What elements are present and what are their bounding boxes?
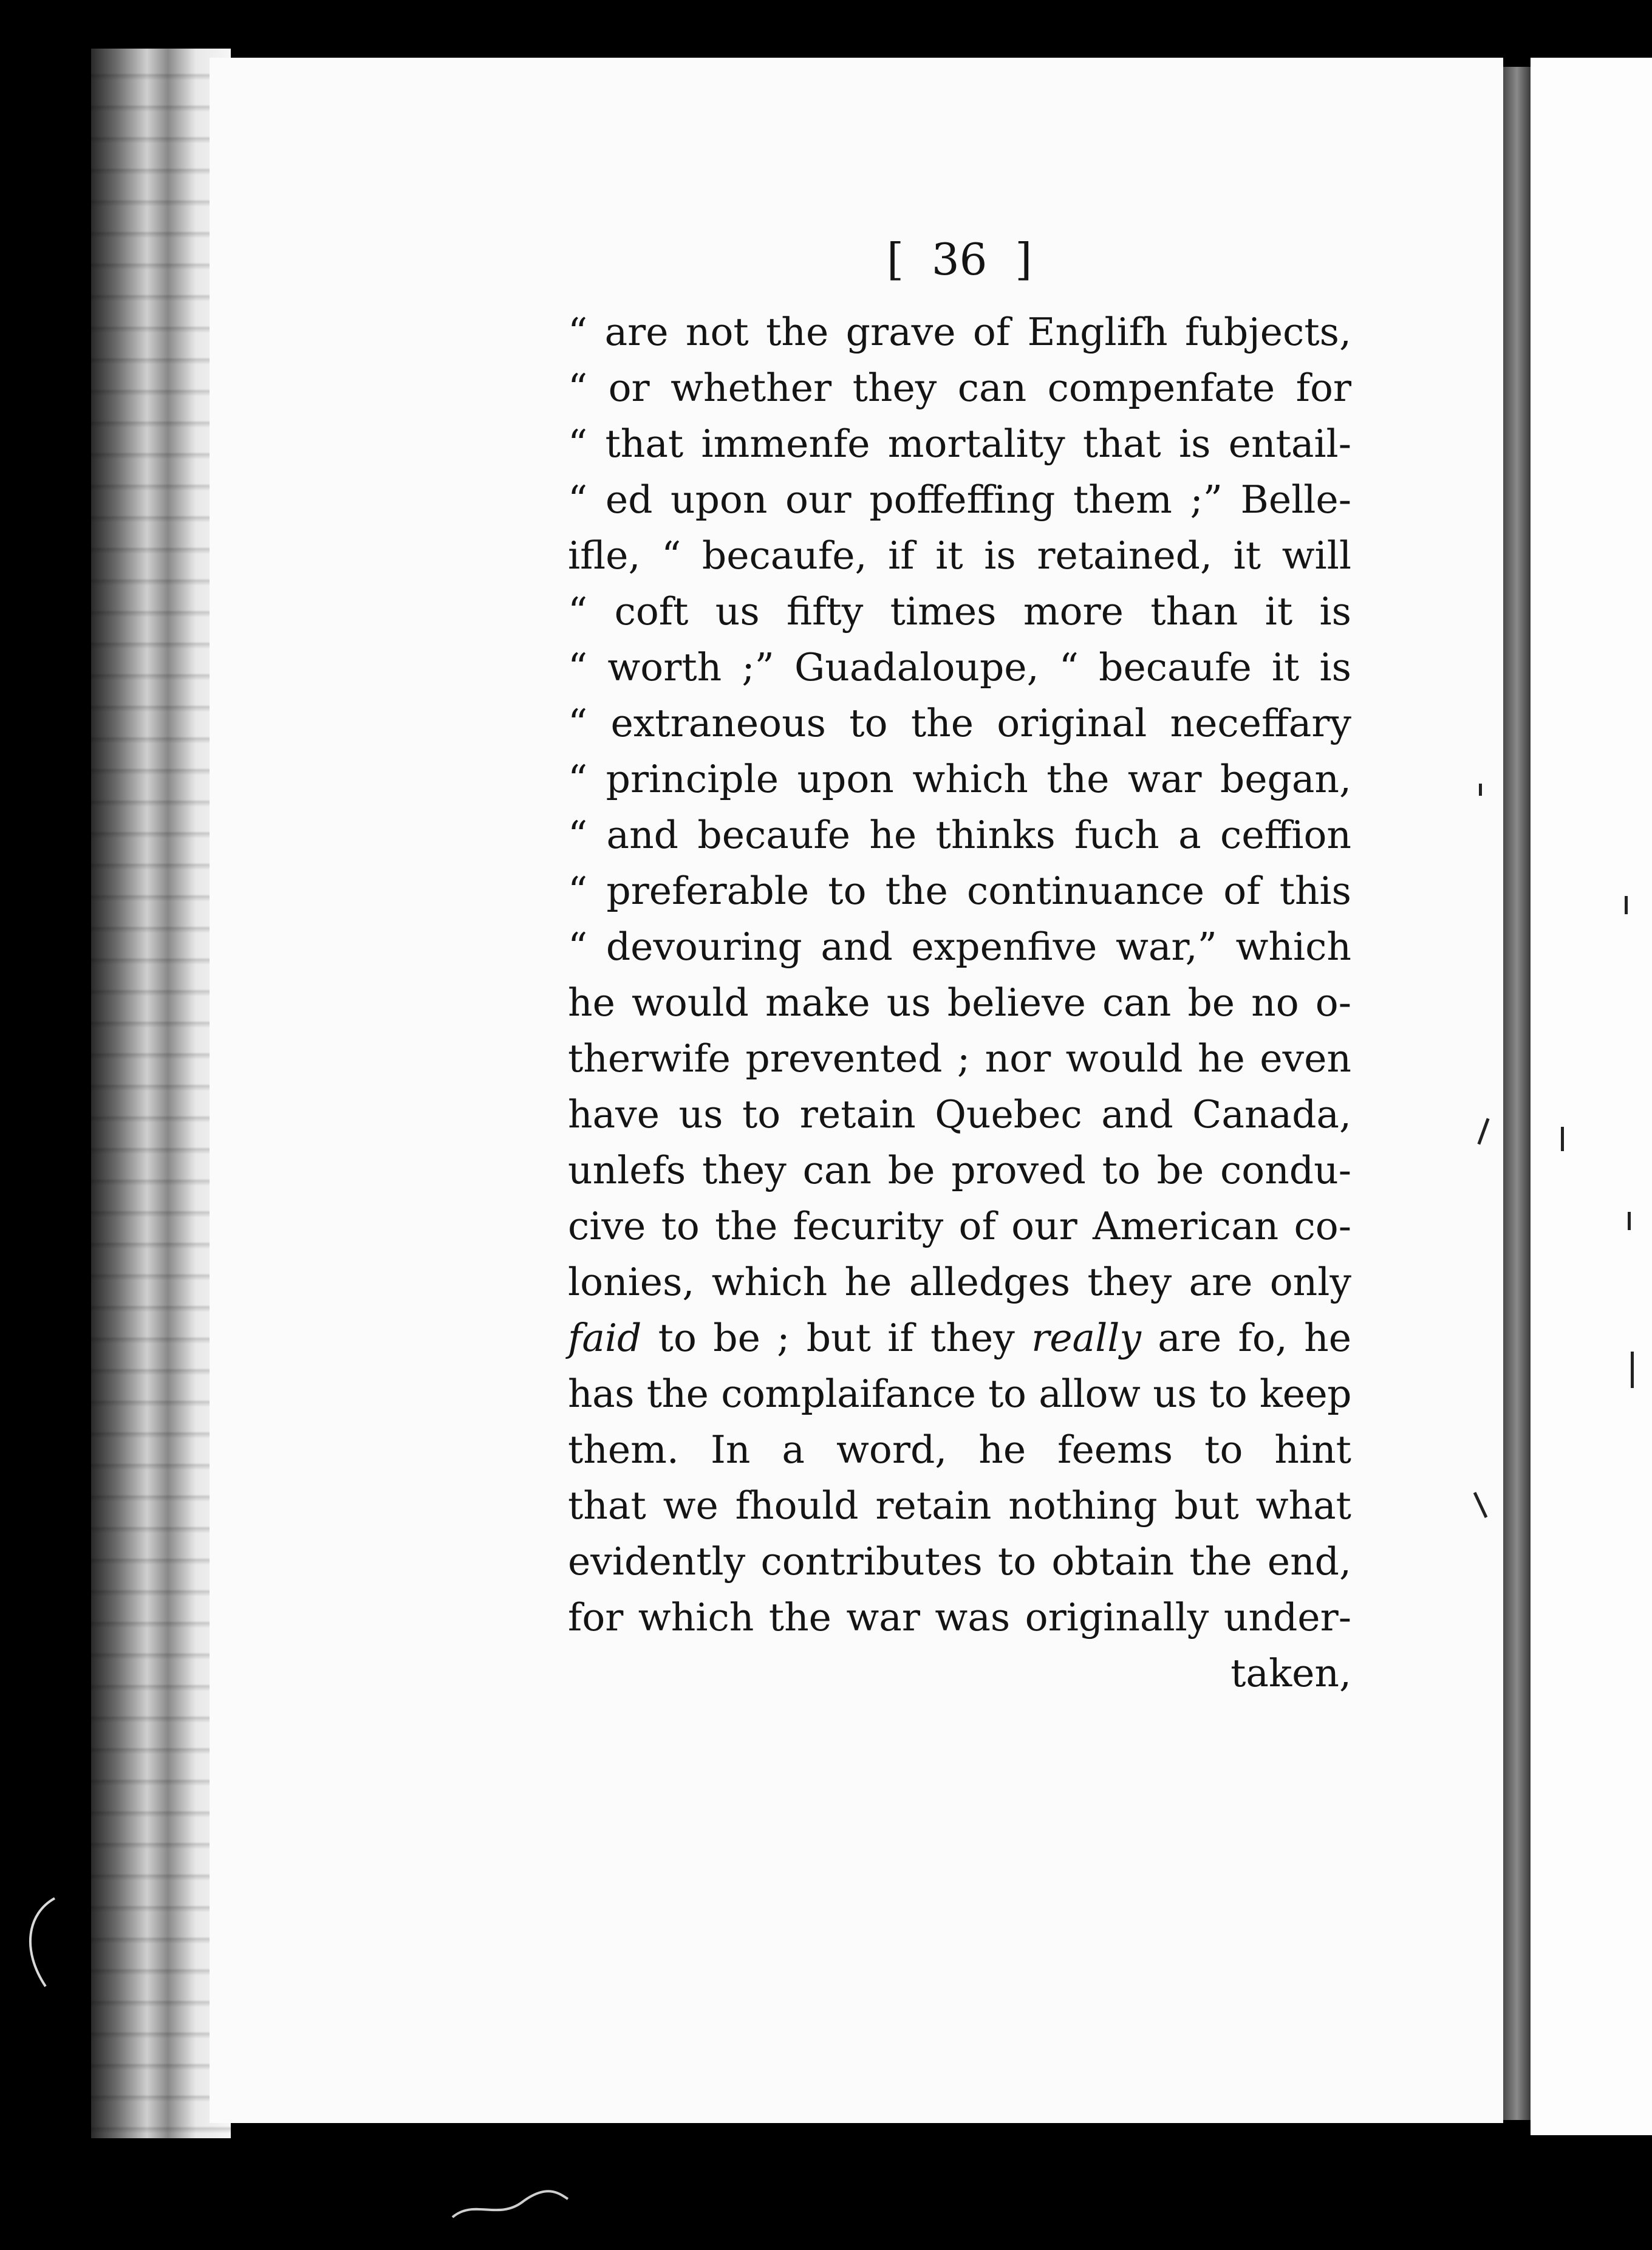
facing-page-fragment [1531, 58, 1652, 2135]
scan-mark [1625, 896, 1628, 914]
text-line: ifle, “ becaufe, if it is retained, it will [568, 533, 1351, 578]
text-line: evidently contributes to obtain the end, [568, 1539, 1351, 1584]
text-line: “ ed upon our poffeffing them ;” Belle- [568, 477, 1351, 522]
text-line: “ principle upon which the war began, [568, 757, 1351, 801]
right-page-edge [1503, 67, 1531, 2120]
text-run: are fo, he [1141, 1316, 1352, 1360]
text-line: he would make us believe can be no o- [568, 980, 1351, 1025]
text-line: has the complaifance to allow us to keep [568, 1372, 1351, 1416]
italic-word: faid [568, 1316, 642, 1360]
text-line: therwife prevented ; nor would he even [568, 1036, 1351, 1081]
text-line: for which the war was originally under- [568, 1595, 1351, 1640]
text-line: “ worth ;” Guadaloupe, “ becaufe it is [568, 645, 1351, 689]
catchword: taken, [1230, 1651, 1351, 1695]
text-line: that we fhould retain nothing but what [568, 1483, 1351, 1528]
text-run: to be ; but if they [641, 1316, 1032, 1360]
text-line: “ are not the grave of Englifh fubjects, [568, 310, 1351, 354]
text-line: have us to retain Quebec and Canada, [568, 1092, 1351, 1137]
text-line: “ coft us fifty times more than it is [568, 589, 1351, 634]
text-line [568, 1316, 1352, 1360]
text-line: “ extraneous to the original neceffary [568, 701, 1351, 745]
scan-debris [449, 2187, 571, 2223]
text-line: “ devouring and expenfive war,” which [568, 925, 1351, 969]
scan-debris [21, 1895, 58, 1992]
text-line: them. In a word, he feems to hint [568, 1428, 1351, 1472]
text-line: “ preferable to the continuance of this [568, 869, 1351, 913]
text-line: lonies, which he alledges they are only [568, 1260, 1351, 1304]
text-line: cive to the fecurity of our American co- [568, 1204, 1351, 1248]
italic-word: really [1031, 1316, 1141, 1360]
scan-mark [1628, 1212, 1631, 1230]
text-line: “ and becaufe he thinks fuch a ceffion [568, 813, 1351, 857]
scan-mark [1561, 1127, 1564, 1151]
text-line: “ that immenfe mortality that is entail- [568, 422, 1351, 466]
text-line: “ or whether they can compenfate for [568, 366, 1351, 410]
scan-mark [1631, 1352, 1634, 1388]
text-line: unlefs they can be proved to be condu- [568, 1148, 1351, 1192]
page-number: [ 36 ] [887, 234, 1032, 285]
scan-mark [1479, 784, 1482, 796]
